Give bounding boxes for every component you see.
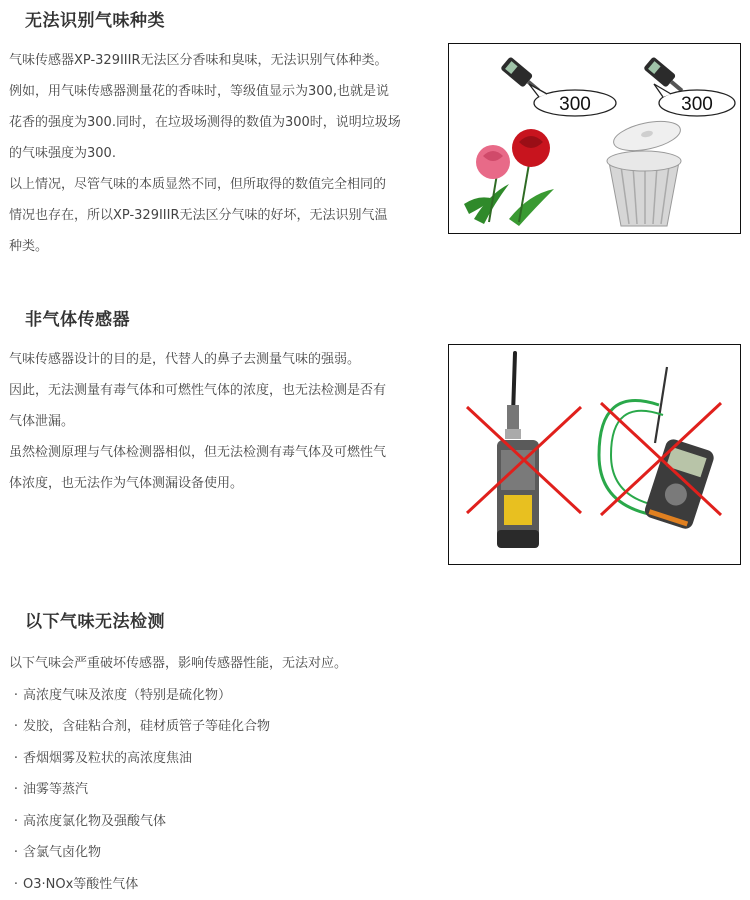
bullet: · [9,743,23,775]
text-line: 气味传感器设计的目的是，代替人的鼻子去测量气味的强弱。 [9,344,441,375]
section2-text [9,344,441,499]
text-line: 花香的强度为300.同时，在垃圾场测得的数值为300时，说明垃圾场 [9,107,441,138]
list-item: · 高浓度气味及浓度（特别是硫化物） [9,680,347,712]
section1-text [9,45,441,262]
text-line: 气体泄漏。 [9,406,441,437]
list-item: · 含氯气卤化物 [9,837,347,869]
bullet: · [9,680,23,712]
text-line: 体浓度，也无法作为气体测漏设备使用。 [9,468,441,499]
text-line: 因此，无法测量有毒气体和可燃性气体的浓度，也无法检测是否有 [9,375,441,406]
list-item: · 油雾等蒸汽 [9,774,347,806]
list-item: · 发胶，含硅粘合剂，硅材质管子等硅化合物 [9,711,347,743]
reading-right: 300 [681,94,713,115]
reading-bubble [654,84,735,116]
bullet: · [9,711,23,743]
text-line: 气味传感器XP-329IIIR无法区分香味和臭味，无法识别气体种类。 [9,45,441,76]
reading-bubble [529,84,616,116]
reading-left: 300 [559,94,591,115]
section1-title: 无法识别气味种类 [25,6,165,31]
text-line: 以上情况，尽管气味的本质显然不同，但所取得的数值完全相同的 [9,169,441,200]
section2-title: 非气体传感器 [25,305,130,330]
text-line: 种类。 [9,231,441,262]
text-line: 例如，用气味传感器测量花的香味时，等级值显示为300,也就是说 [9,76,441,107]
bullet: · [9,806,23,838]
text-line: 情况也存在，所以XP-329IIIR无法区分气味的好坏，无法识别气温 [9,200,441,231]
trash-can-icon [607,116,683,226]
rose-flowers-icon [464,129,554,226]
list-intro: 以下气味会严重破坏传感器，影响传感器性能，无法对应。 [9,648,347,680]
section3-title: 以下气味无法检测 [25,607,165,632]
not-gas-detector-illustration [448,344,741,565]
text-line: 的气味强度为300. [9,138,441,169]
odor-comparison-illustration [448,43,741,234]
list-item: · O3·NOx等酸性气体 [9,869,347,900]
bullet: · [9,837,23,869]
text-line: 虽然检测原理与气体检测器相似，但无法检测有毒气体及可燃性气 [9,437,441,468]
undetectable-odor-list [9,648,347,900]
list-item: · 高浓度氯化物及强酸气体 [9,806,347,838]
bullet: · [9,869,23,900]
gas-detector-icon [599,367,716,531]
list-item: · 香烟烟雾及粒状的高浓度焦油 [9,743,347,775]
bullet: · [9,774,23,806]
